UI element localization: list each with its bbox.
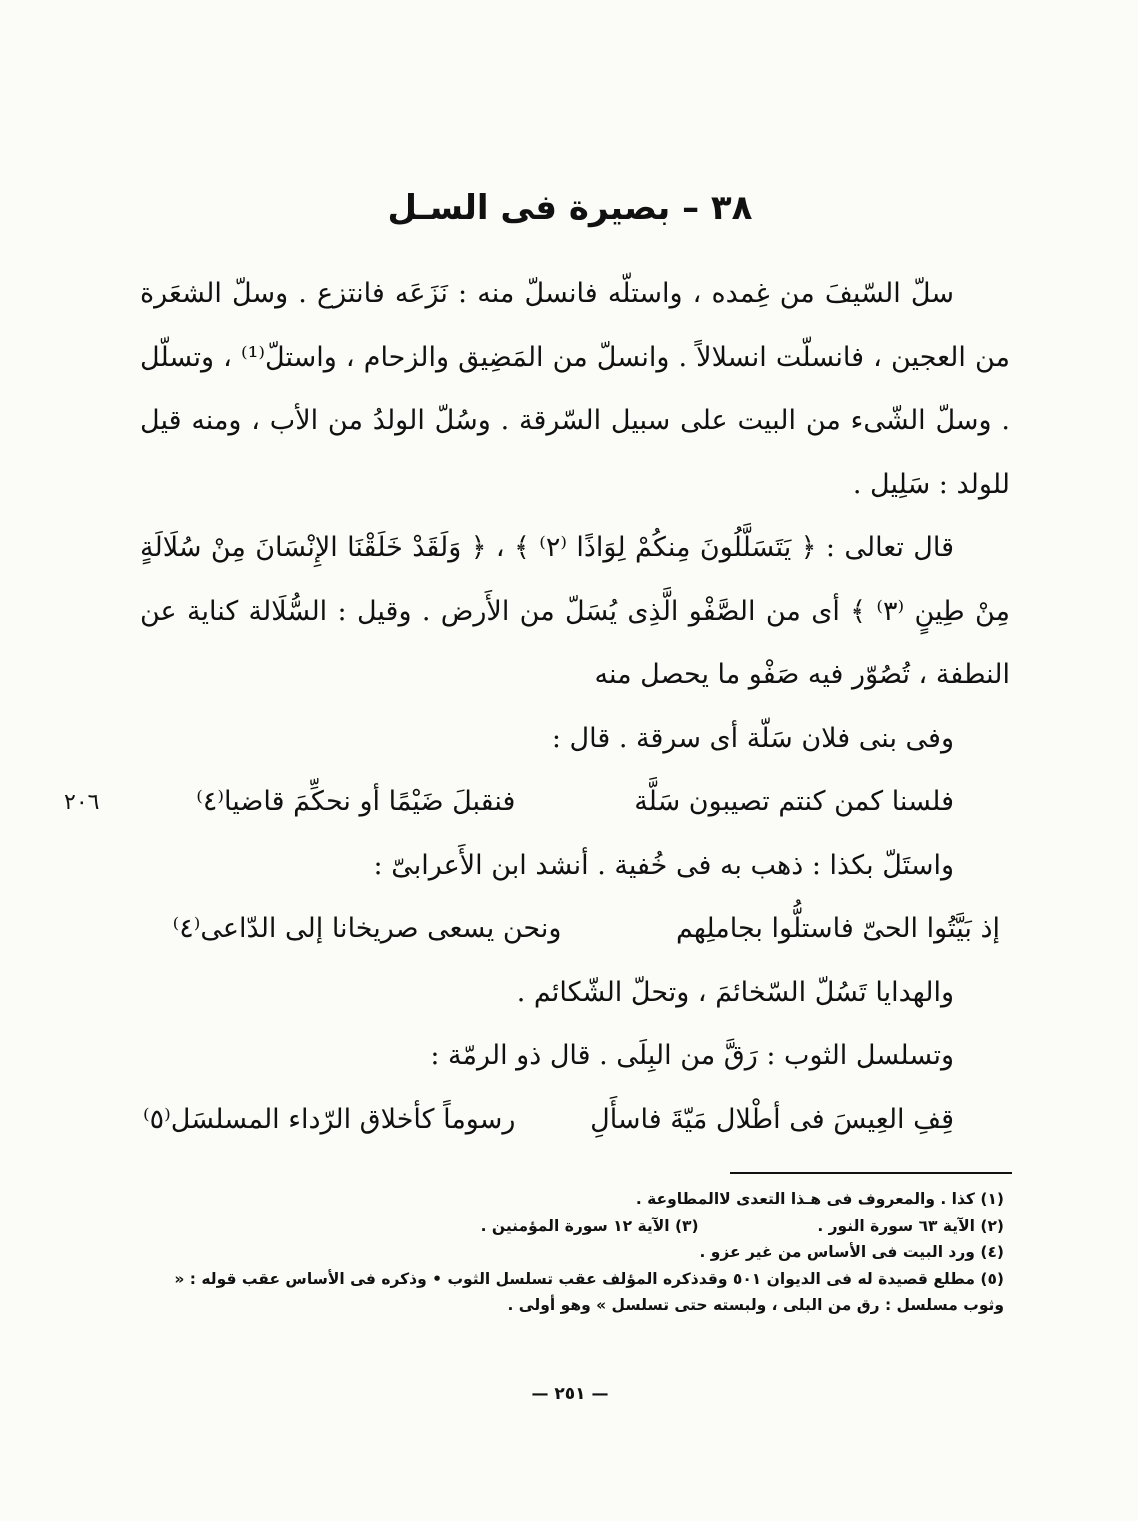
- footnote-2: (٢) الآية ٦٣ سورة النور .: [817, 1216, 1004, 1235]
- verse-3: [140, 1088, 1010, 1152]
- paragraph-5: والهدايا تَسُلّ السّخائمَ ، وتحلّ الشّكائم .: [516, 976, 954, 1008]
- verse-2-first-hemistich: إذ بَيَّتُوا الحىّ فاستلُّوا بجاملِهم: [675, 913, 1000, 944]
- verse-2: [140, 897, 1010, 961]
- footnote-3: (٣) الآية ١٢ سورة المؤمنين .: [480, 1216, 699, 1235]
- paragraph-4: واستَلّ بكذا : ذهب به فى خُفية . أنشد ابن الأَعرابىّ :: [373, 849, 954, 881]
- verse-2-second-hemistich: ونحن يسعى صريخانا إلى الدّاعى⁽٤⁾: [172, 913, 562, 944]
- paragraph-1: سلّ السّيفَ من غِمده ، واستلّه فانسلّ منه : نَزَعَه فانتزع . وسلّ الشعَرة من العجين ، فانسلّت انسلالاً . وانسلّ من المَضِيق والزحام ، واستلّ⁽¹⁾ ، وتسلّل . وسلّ الشّىء من البيت على سبيل السّرقة . وسُلّ الولدُ من الأب ، ومنه قيل للولد : سَلِيل .: [140, 278, 1010, 500]
- footnote-divider: [730, 1172, 1012, 1174]
- footnotes: [130, 1186, 1012, 1319]
- footnote-5: (٥) مطلع قصيدة له فى الديوان ٥٠١ وقدذكره المؤلف عقب تسلسل الثوب • وذكره فى الأساس عقب قوله : « وثوب مسلسل : رق من البلى ، ولبسته حتى تسلسل » وهو أولى .: [174, 1269, 1004, 1314]
- footnote-2-3: [130, 1213, 1012, 1240]
- body-text: [140, 262, 1010, 1151]
- chapter-heading: ٣٨ – بصيرة فى السـل: [387, 188, 753, 228]
- page-number: — ٢٥١ —: [531, 1384, 609, 1404]
- footnote-1: (١) كذا . والمعروف فى هـذا التعدى لاالمطاوعة .: [635, 1190, 1004, 1208]
- verse-1: [140, 770, 1010, 834]
- verse-3-first-hemistich: قِفِ العِيسَ فى أطْلال مَيّةَ فاسأَلِ: [590, 1103, 954, 1135]
- paragraph-3: وفى بنى فلان سَلّة أى سرقة . قال :: [551, 722, 954, 754]
- margin-reference-number: ٢٠٦: [64, 790, 100, 815]
- paragraph-2: قال تعالى : ﴿ يَتَسَلَّلُونَ مِنكُمْ لِوَاذًا ⁽٢⁾ ﴾ ، ﴿ وَلَقَدْ خَلَقْنَا الإِنْسَانَ مِنْ سُلَالَةٍ مِنْ طِينٍ ⁽٣⁾ ﴾ أى من الصَّفْو الَّذِى يُسَلّ من الأَرض . وقيل : السُّلَالة كناية عن النطفة ، تُصُوّر فيه صَفْو ما يحصل منه: [140, 532, 1010, 690]
- footnote-4: (٤) ورد البيت فى الأساس من غير عزو .: [699, 1243, 1004, 1261]
- verse-1-first-hemistich: فلسنا كمن كنتم تصيبون سَلَّة: [634, 786, 954, 817]
- paragraph-6: وتسلسل الثوب : رَقَّ من البِلَى . قال ذو الرمّة :: [430, 1040, 954, 1071]
- verse-3-second-hemistich: رسوماً كأخلاق الرّداء المسلسَل⁽٥⁾: [142, 1103, 516, 1135]
- verse-1-second-hemistich: فنقبلَ ضَيْمًا أو نحكِّمَ قاضيا⁽٤⁾: [196, 786, 516, 817]
